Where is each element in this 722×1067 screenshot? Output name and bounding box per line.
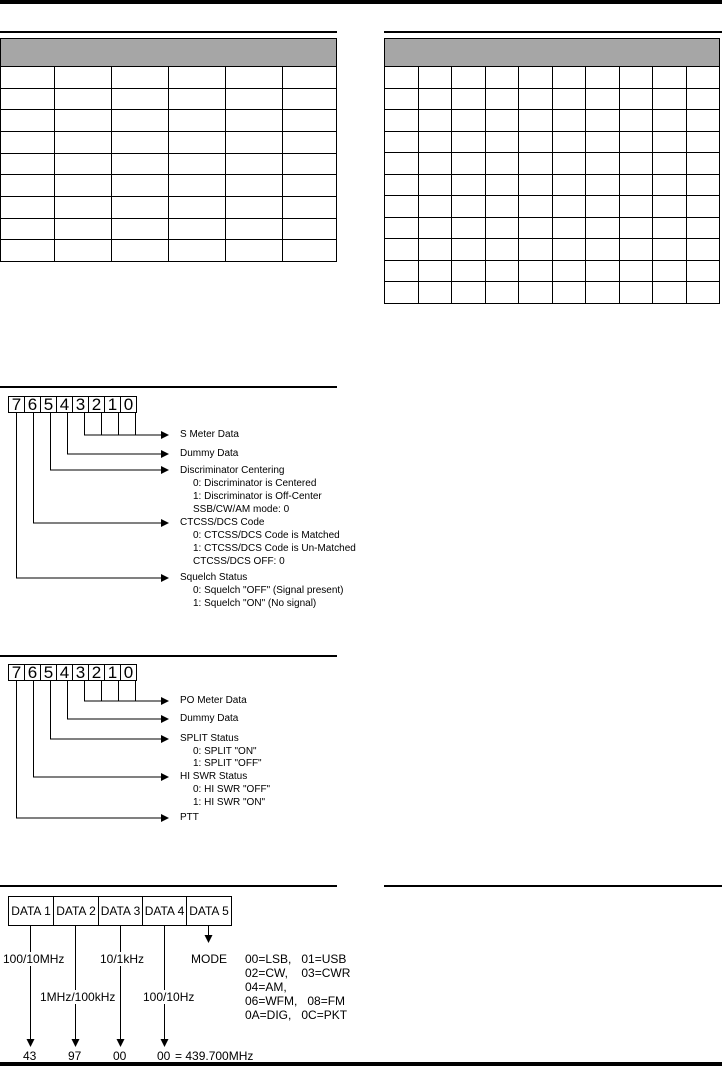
dummy-data-label: Dummy Data <box>180 448 239 459</box>
digit-label: 1MHz/100kHz <box>40 990 116 1004</box>
discriminator-option: 0: Discriminator is Centered <box>193 478 317 489</box>
bit-box: 1 <box>104 664 121 681</box>
split-option: 1: SPLIT "OFF" <box>193 758 262 769</box>
mode-label: MODE <box>191 952 227 966</box>
bit-box: 2 <box>88 664 105 681</box>
example-result: = 439.700MHz <box>175 1049 254 1063</box>
data-box: DATA 2 <box>53 896 99 926</box>
mode-code-line: 00=LSB, 01=USB <box>245 952 347 966</box>
data-box: DATA 1 <box>8 896 54 926</box>
data-box: DATA 5 <box>186 896 232 926</box>
mode-code-line: 02=CW, 03=CWR <box>245 966 351 980</box>
bit-box: 6 <box>24 664 41 681</box>
discriminator-option: 1: Discriminator is Off-Center <box>193 491 322 502</box>
split-option: 0: SPLIT "ON" <box>193 746 257 757</box>
bit-box: 6 <box>24 396 41 413</box>
bit-box: 0 <box>120 396 137 413</box>
mode-code-line: 04=AM, <box>245 980 287 994</box>
data-box: DATA 3 <box>98 896 143 926</box>
po-meter-label: PO Meter Data <box>180 695 247 706</box>
example-value: 97 <box>68 1049 82 1063</box>
discriminator-note: SSB/CW/AM mode: 0 <box>193 504 290 515</box>
hiswr-option: 1: HI SWR "ON" <box>193 797 266 808</box>
split-title: SPLIT Status <box>180 733 239 744</box>
example-value: 00 <box>113 1049 127 1063</box>
bit-box: 1 <box>104 396 121 413</box>
bit-box: 0 <box>120 664 137 681</box>
squelch-title: Squelch Status <box>180 572 248 583</box>
bit-box: 3 <box>72 664 89 681</box>
squelch-option: 1: Squelch "ON" (No signal) <box>193 598 317 609</box>
bit-box: 4 <box>56 664 73 681</box>
discriminator-title: Discriminator Centering <box>180 465 285 476</box>
example-value: 43 <box>23 1049 37 1063</box>
ctcss-title: CTCSS/DCS Code <box>180 517 265 528</box>
s-meter-label: S Meter Data <box>180 429 239 440</box>
ctcss-option: 0: CTCSS/DCS Code is Matched <box>193 530 340 541</box>
digit-label: 10/1kHz <box>100 952 145 966</box>
example-value: 00 <box>157 1049 171 1063</box>
tx-bit-boxes <box>8 664 136 681</box>
hiswr-title: HI SWR Status <box>180 771 248 782</box>
digit-label: 100/10MHz <box>3 952 65 966</box>
ctcss-option: 1: CTCSS/DCS Code is Un-Matched <box>193 543 356 554</box>
mode-code-line: 06=WFM, 08=FM <box>245 994 346 1008</box>
mode-code-line: 0A=DIG, 0C=PKT <box>245 1008 348 1022</box>
ctcss-note: CTCSS/DCS OFF: 0 <box>193 556 285 567</box>
squelch-option: 0: Squelch "OFF" (Signal present) <box>193 585 344 596</box>
data-box: DATA 4 <box>142 896 187 926</box>
dummy-data-label: Dummy Data <box>180 713 239 724</box>
bit-box: 2 <box>88 396 105 413</box>
bit-box: 5 <box>40 664 57 681</box>
ptt-label: PTT <box>180 812 199 823</box>
bit-box: 5 <box>40 396 57 413</box>
bit-box: 7 <box>8 664 25 681</box>
hiswr-option: 0: HI SWR "OFF" <box>193 784 271 795</box>
bit-box: 4 <box>56 396 73 413</box>
digit-label: 100/10Hz <box>143 990 195 1004</box>
status-bit-boxes <box>8 396 136 413</box>
bit-box: 7 <box>8 396 25 413</box>
bit-box: 3 <box>72 396 89 413</box>
